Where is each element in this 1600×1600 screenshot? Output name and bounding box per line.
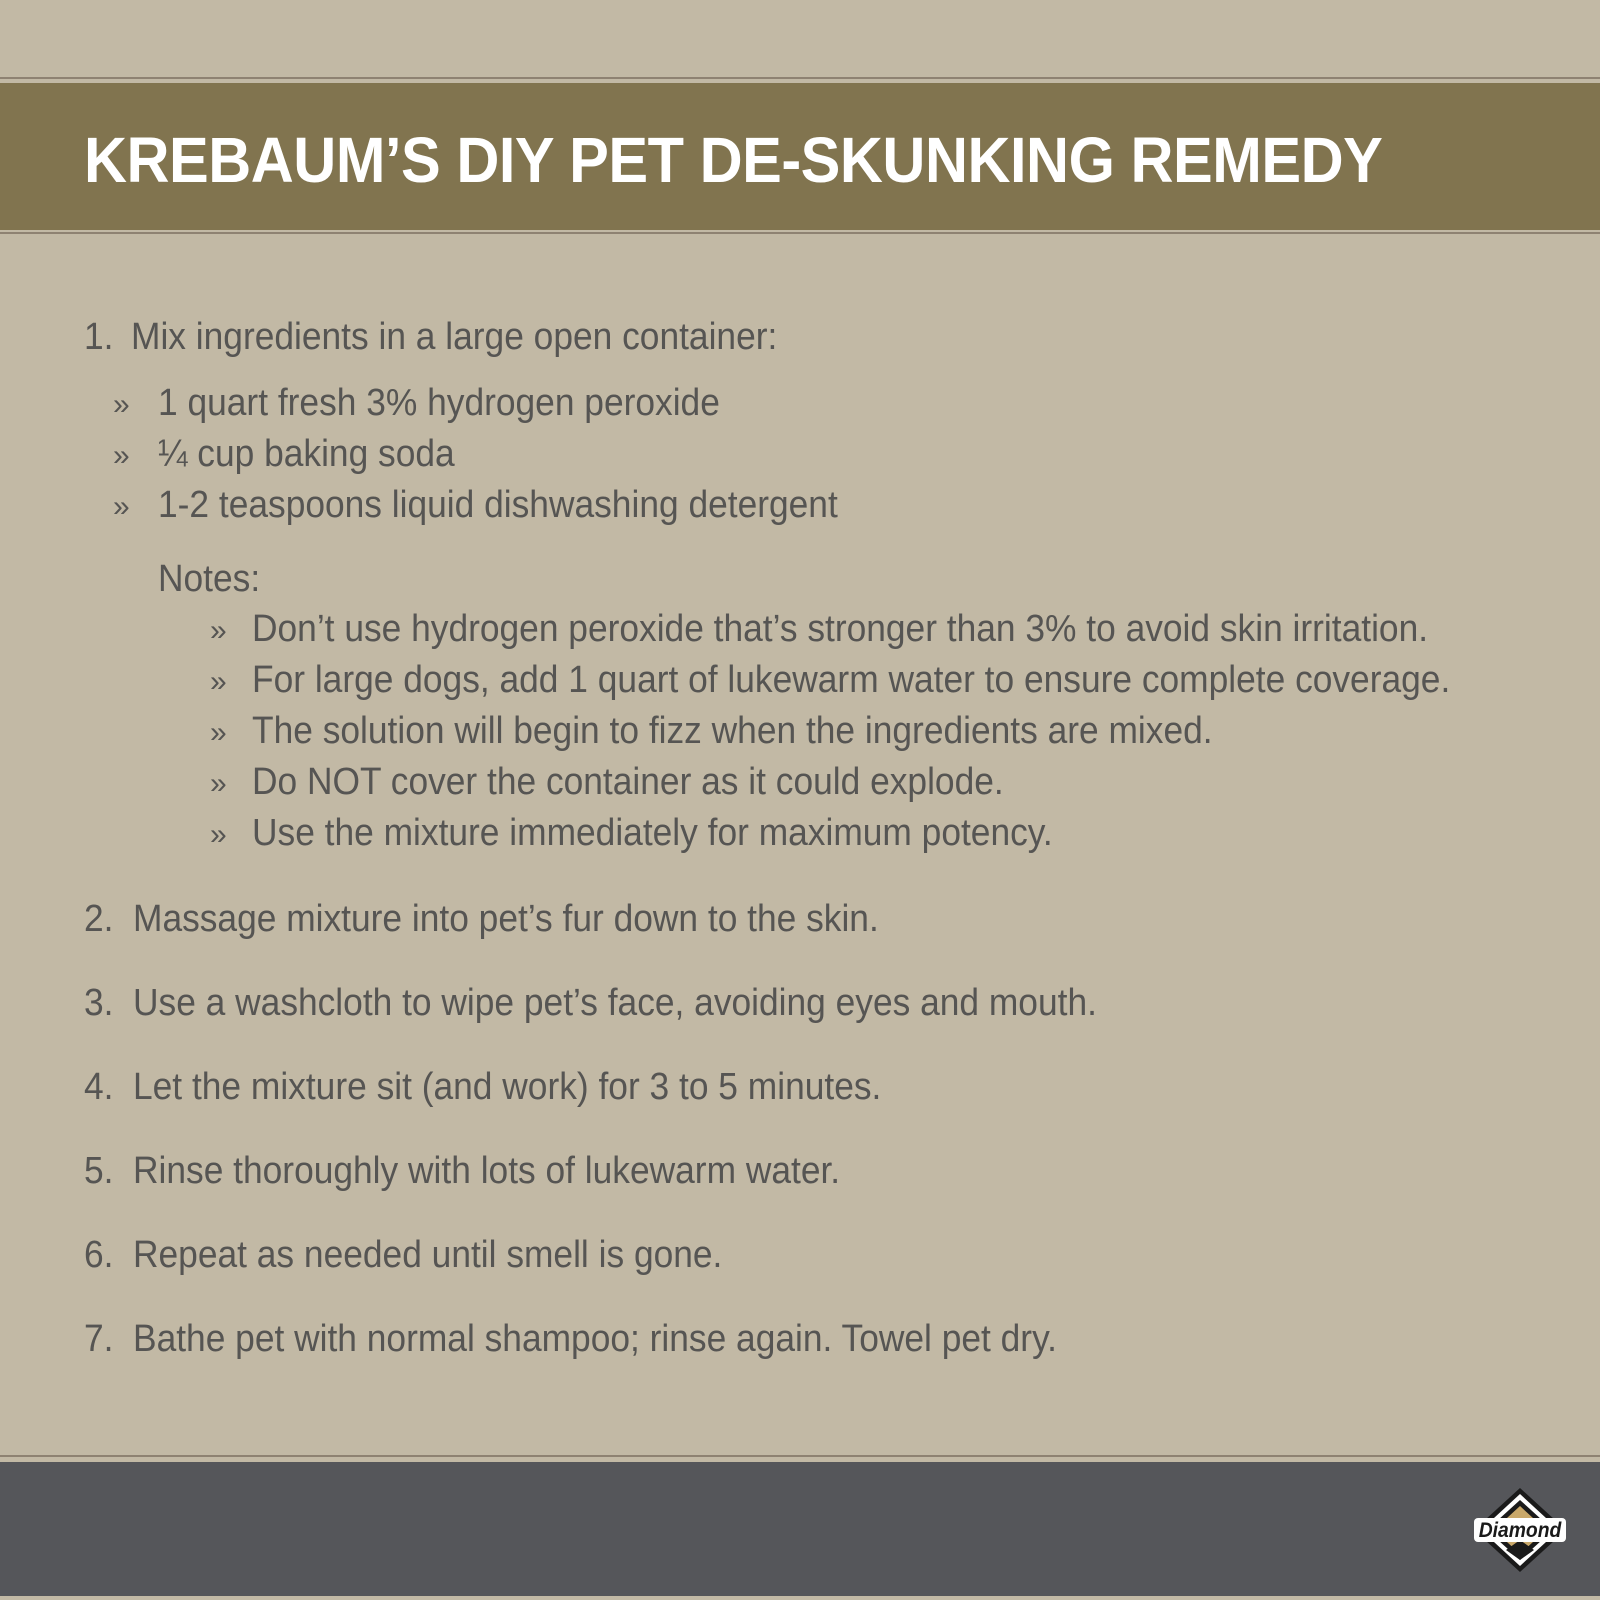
bullet-icon: » xyxy=(210,818,227,851)
logo-text: Diamond xyxy=(1478,1519,1562,1543)
step-number: 5. xyxy=(84,1150,114,1192)
step-text: Rinse thoroughly with lots of lukewarm water. xyxy=(133,1150,841,1192)
notes-label: Notes: xyxy=(158,558,261,600)
ingredient-item: 1 quart fresh 3% hydrogen peroxide xyxy=(158,382,720,424)
diamond-logo-icon xyxy=(1472,1486,1568,1574)
note-item: Use the mixture immediately for maximum potency. xyxy=(252,812,1053,854)
step-text: Massage mixture into pet’s fur down to the skin. xyxy=(133,898,879,940)
step-text: Mix ingredients in a large open container: xyxy=(131,316,778,358)
note-item: Do NOT cover the container as it could explode. xyxy=(252,761,1004,803)
note-item: Don’t use hydrogen peroxide that’s stronger than 3% to avoid skin irritation. xyxy=(252,608,1429,650)
step-number: 6. xyxy=(84,1234,114,1276)
top-rule xyxy=(0,77,1600,79)
bullet-icon: » xyxy=(210,767,227,800)
step-number: 1. xyxy=(84,316,114,358)
step-number: 3. xyxy=(84,982,114,1024)
ingredient-item: 1-2 teaspoons liquid dishwashing detergent xyxy=(158,484,838,526)
step-text: Use a washcloth to wipe pet’s face, avoiding eyes and mouth. xyxy=(133,982,1097,1024)
note-item: For large dogs, add 1 quart of lukewarm water to ensure complete coverage. xyxy=(252,659,1451,701)
step-number: 2. xyxy=(84,898,114,940)
bullet-icon: » xyxy=(113,490,130,523)
step-text: Bathe pet with normal shampoo; rinse again. Towel pet dry. xyxy=(133,1318,1057,1360)
footer-top-rule xyxy=(0,1455,1600,1457)
footer-band xyxy=(0,1462,1600,1596)
page-title: KREBAUM’S DIY PET DE-SKUNKING REMEDY xyxy=(84,124,1383,196)
note-item: The solution will begin to fizz when the ingredients are mixed. xyxy=(252,710,1213,752)
step-text: Repeat as needed until smell is gone. xyxy=(133,1234,723,1276)
step-text: Let the mixture sit (and work) for 3 to 5 minutes. xyxy=(133,1066,882,1108)
step-number: 4. xyxy=(84,1066,114,1108)
bullet-icon: » xyxy=(113,439,130,472)
step-number: 7. xyxy=(84,1318,114,1360)
bullet-icon: » xyxy=(210,614,227,647)
header-bottom-rule xyxy=(0,232,1600,234)
footer-bottom-rule xyxy=(0,1596,1600,1598)
bullet-icon: » xyxy=(113,388,130,421)
bullet-icon: » xyxy=(210,665,227,698)
bullet-icon: » xyxy=(210,716,227,749)
ingredient-item: ¼ cup baking soda xyxy=(158,433,455,475)
